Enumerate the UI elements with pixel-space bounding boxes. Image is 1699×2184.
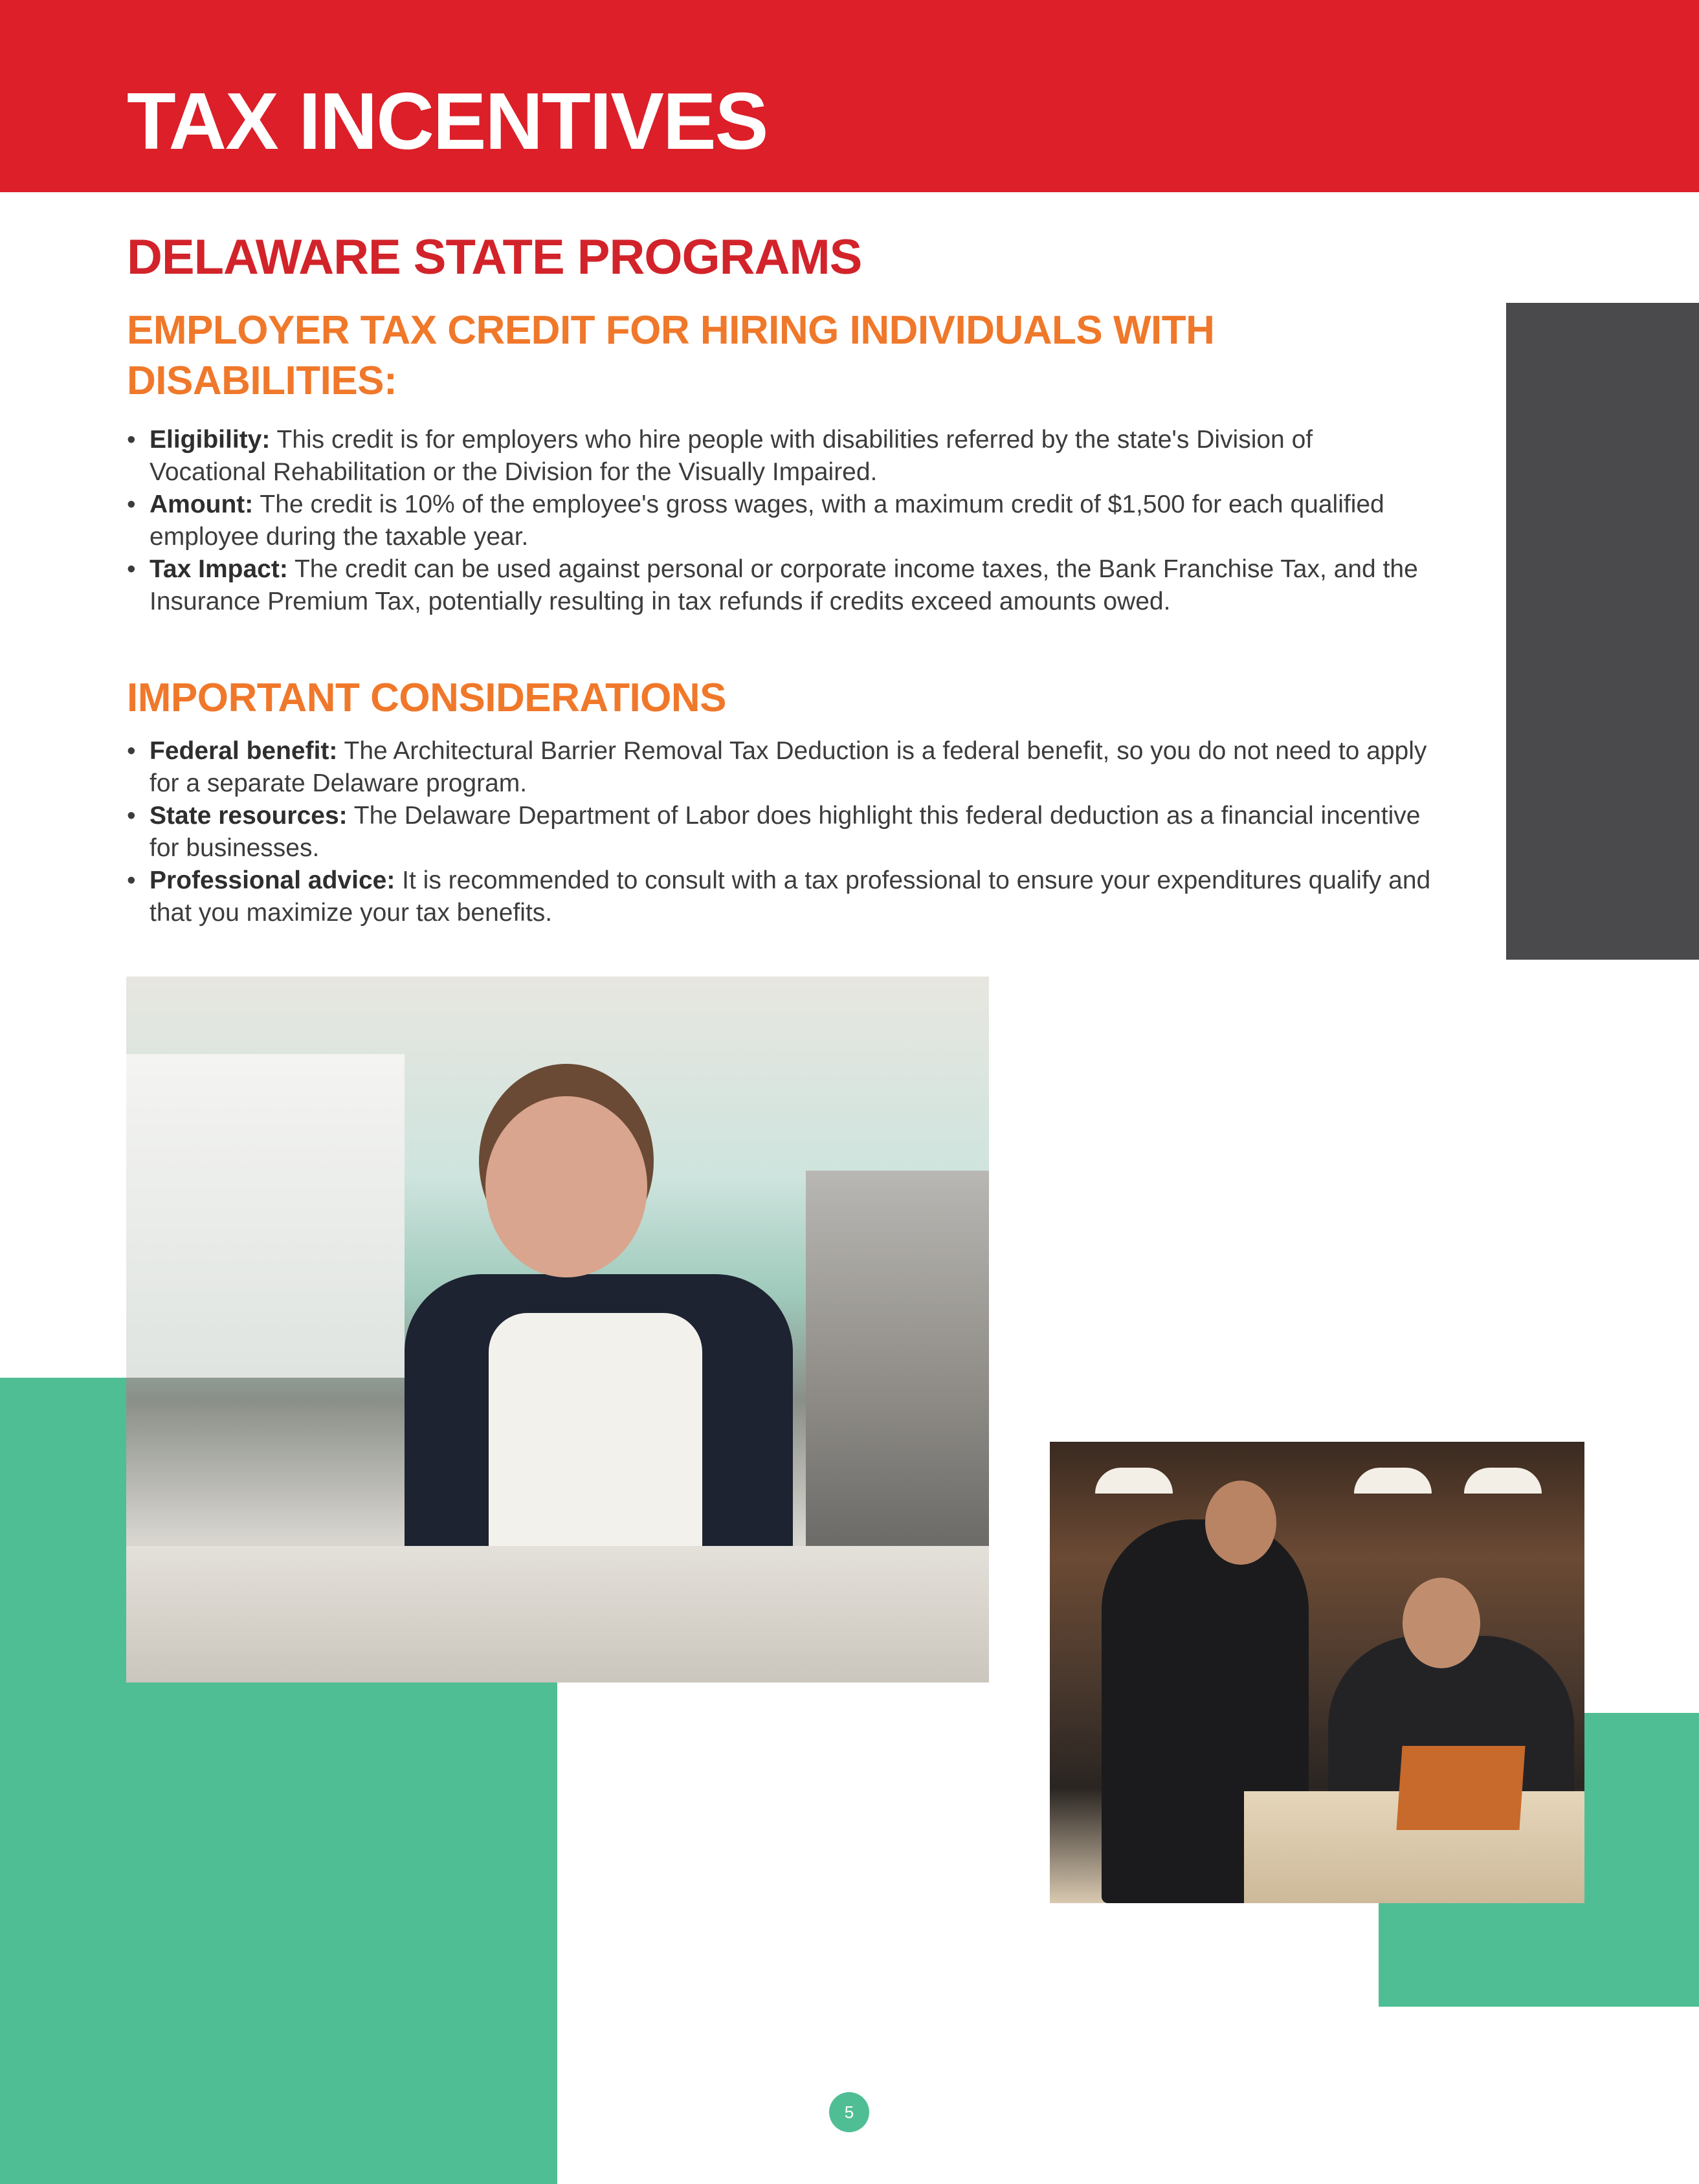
photo-lamp [1354,1468,1432,1494]
item-text: The Delaware Department of Labor does highlight this federal deduction as a financial incentive for businesses. [150,802,1421,862]
photo-lamp [1464,1468,1542,1494]
photo-lamp [1095,1468,1173,1494]
item-text: It is recommended to consult with a tax professional to ensure your expenditures qualify and that you maximize your tax benefits. [150,866,1431,927]
item-text: The Architectural Barrier Removal Tax Deduction is a federal benefit, so you do not need to apply for a separate Delaware program. [150,737,1427,797]
item-lead: Tax Impact: [150,555,288,583]
list-item [127,424,1434,489]
bullet-icon: • [127,866,136,894]
list-item [127,553,1434,618]
bullet-icon: • [127,737,136,765]
list-item [127,800,1434,865]
item-text: This credit is for employers who hire people with disabilities referred by the state's Division of Vocational Rehabilitation or the Division for the Visually Impaired. [150,426,1313,486]
item-lead: Eligibility: [150,426,271,454]
item-text: The credit can be used against personal or corporate income taxes, the Bank Franchise Tax, and the Insurance Premium Tax, potentially resulting in tax refunds if credits exceed amounts owed. [150,555,1418,615]
list-item [127,489,1434,553]
page-number: 5 [829,2092,869,2132]
bullet-icon: • [127,426,136,454]
photo-kitchen-equipment [806,1171,989,1546]
photo-standing-man-head [1205,1481,1276,1565]
bullet-icon: • [127,802,136,830]
photo-person-head [485,1096,647,1277]
employer-credit-heading: EMPLOYER TAX CREDIT FOR HIRING INDIVIDUALS WITH DISABILITIES: [127,308,1215,403]
photo-tablet [1396,1746,1525,1830]
item-lead: Professional advice: [150,866,395,894]
item-lead: Amount: [150,491,254,518]
item-lead: State resources: [150,802,348,830]
photo-counter [126,1546,989,1682]
bullet-icon: • [127,555,136,583]
list-item [127,735,1434,800]
considerations-heading: IMPORTANT CONSIDERATIONS [127,676,727,720]
bullet-icon: • [127,491,136,518]
gray-accent-block [1506,303,1699,960]
item-lead: Federal benefit: [150,737,338,765]
employer-credit-list [127,424,1434,618]
photo-seated-man-head [1403,1578,1480,1668]
page-title: TAX INCENTIVES [127,77,768,166]
considerations-list [127,735,1434,929]
restaurant-meeting-photo [1050,1442,1584,1903]
item-text: The credit is 10% of the employee's gross wages, with a maximum credit of $1,500 for each qualified employee during the taxable year. [150,491,1384,551]
list-item [127,865,1434,929]
photo-window [126,1054,405,1378]
section-title: DELAWARE STATE PROGRAMS [127,230,862,285]
diner-employee-photo [126,976,989,1682]
